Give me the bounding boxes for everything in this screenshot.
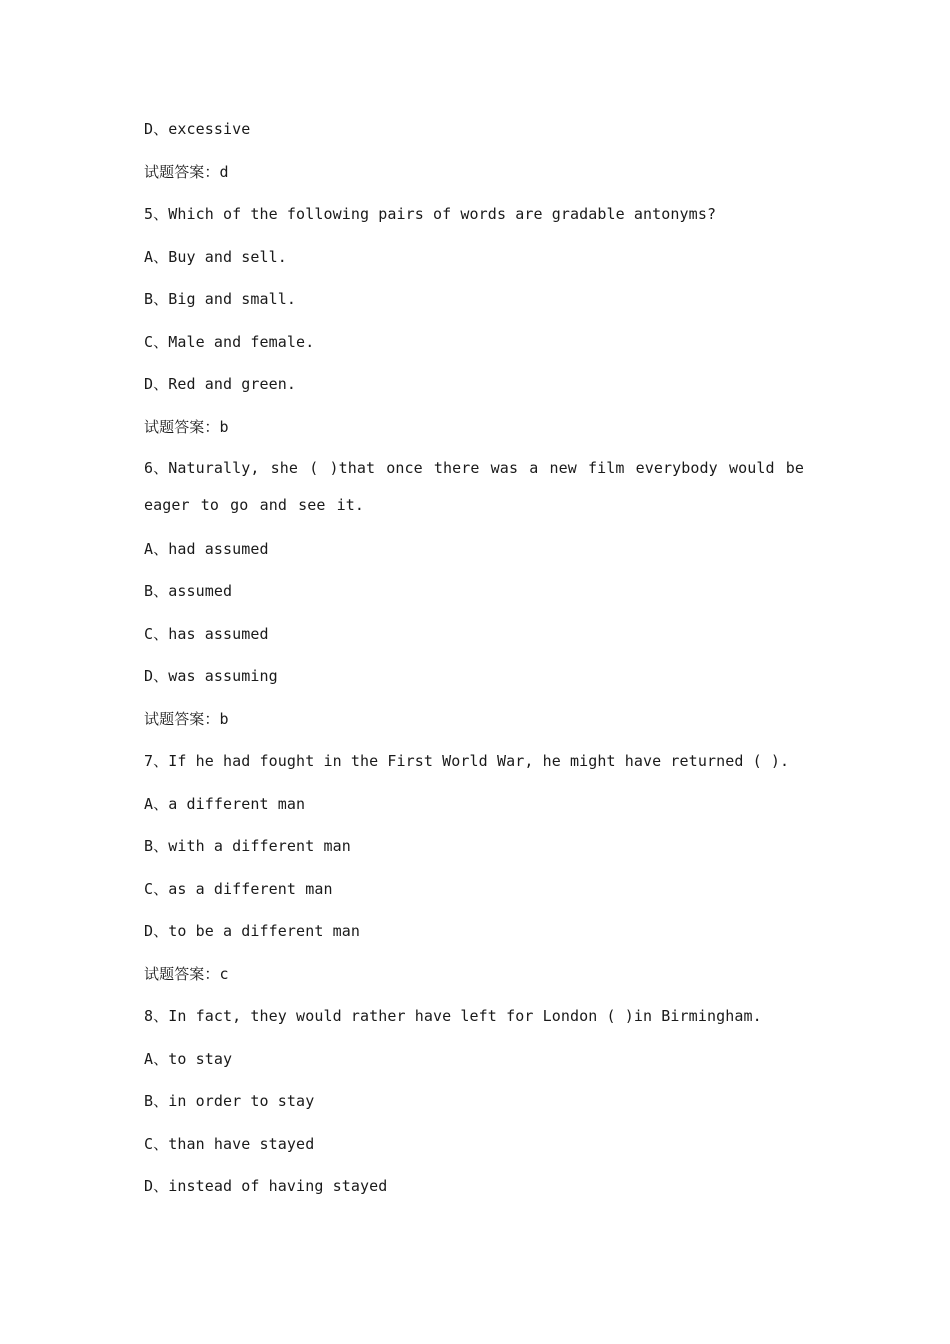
q7-option-b: B、with a different man	[144, 837, 351, 855]
q5-question: 5、Which of the following pairs of words are gradable antonyms?	[144, 205, 717, 223]
q6-option-b: B、assumed	[144, 582, 233, 600]
q7-option-a: A、a different man	[144, 795, 306, 813]
q8-option-c: C、than have stayed	[144, 1135, 315, 1153]
q8-option-a: A、to stay	[144, 1050, 233, 1068]
q7-option-d: D、to be a different man	[144, 922, 360, 940]
q6-answer: 试题答案：b	[144, 710, 229, 728]
q8-option-b: B、in order to stay	[144, 1092, 315, 1110]
q5-option-d: D、Red and green.	[144, 375, 297, 393]
q8-question: 8、In fact, they would rather have left for London ( )in Birmingham.	[144, 1007, 762, 1025]
q5-option-b: B、Big and small.	[144, 290, 297, 308]
q5-answer: 试题答案：b	[144, 418, 229, 436]
q6-question: 6、Naturally, she ( )that once there was a new film everybody would be eager to go and see it.	[144, 459, 804, 514]
q6-option-c: C、has assumed	[144, 625, 269, 643]
q7-question: 7、If he had fought in the First World War, he might have returned ( ).	[144, 752, 790, 770]
q7-answer: 试题答案：c	[144, 965, 229, 983]
q5-option-a: A、Buy and sell.	[144, 248, 287, 266]
q7-option-c: C、as a different man	[144, 880, 333, 898]
q5-option-c: C、Male and female.	[144, 333, 315, 351]
q6-option-d: D、was assuming	[144, 667, 278, 685]
prev-answer: 试题答案：d	[144, 163, 229, 181]
q8-option-d: D、instead of having stayed	[144, 1177, 388, 1195]
prev-option-d: D、excessive	[144, 120, 251, 138]
q6-option-a: A、had assumed	[144, 540, 269, 558]
